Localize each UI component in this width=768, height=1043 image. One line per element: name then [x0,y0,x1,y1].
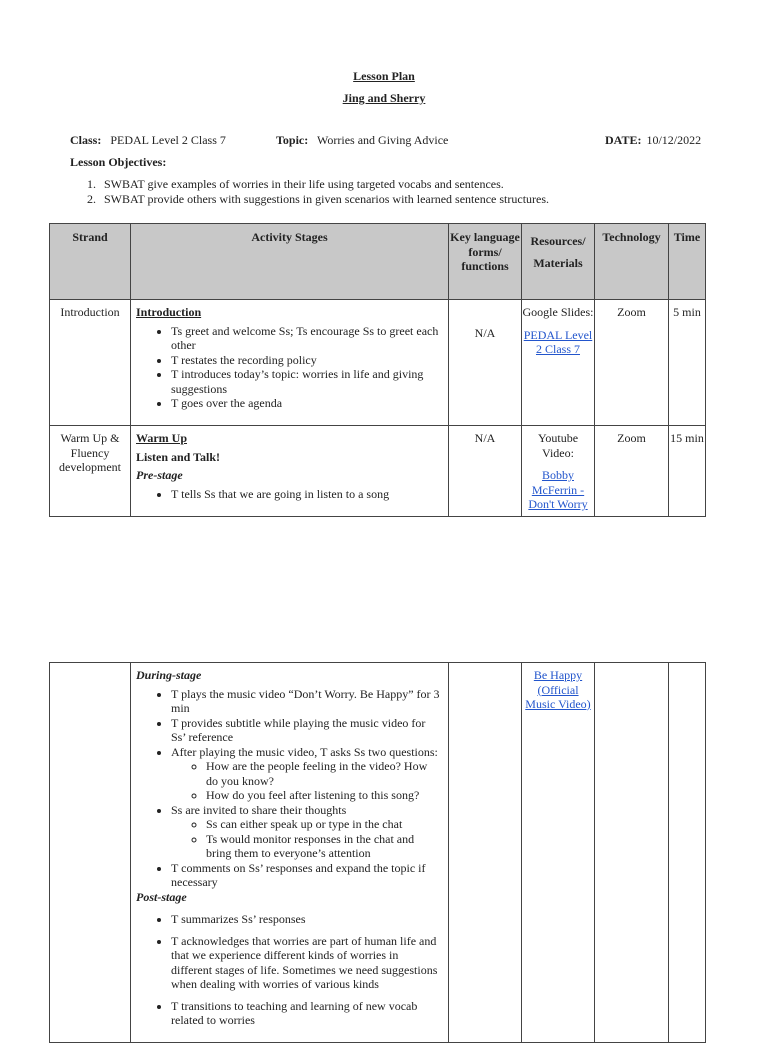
activity-cell [131,300,449,426]
list-item: • T summarizes Ss’ responses [171,912,442,927]
header-activity: Activity Stages [131,224,449,300]
date-label: DATE: [605,133,642,147]
resources-cell [522,300,595,426]
list-item: ◦ Ts would monitor responses in the chat and bring them to everyone’s attention [206,832,442,861]
strand-cell: Warm Up & Fluency development [50,426,131,517]
key-language-cell: N/A [449,426,522,517]
header-strand: Strand [50,224,131,300]
list-item: ◦ Ss can either speak up or type in the chat [206,817,442,832]
topic-label: Topic: [276,133,309,147]
list-item: • T tells Ss that we are going in listen to a song [171,487,442,502]
list-item: ◦ How are the people feeling in the video? How do you know? [206,759,442,788]
resources-cell [522,426,595,517]
list-item: • T acknowledges that worries are part of human life and that we experience different kinds of worries in different stages of life. Sometimes we need suggestions when dealing with worries of various kinds [171,934,442,992]
header-key-language: Key language forms/ functions [449,224,522,300]
list-item: • Ss are invited to share their thoughts ◦ Ss can either speak up or type in the chat ◦ Ts would monitor responses in the chat and bring them to everyone’s attention [171,803,442,861]
lesson-table-continued [49,662,706,1043]
time-cell: 5 min [669,300,706,426]
activity-heading: Introduction [136,305,202,319]
date-value: 10/12/2022 [646,133,702,147]
table-header-row [50,224,706,300]
activity-subheading: Listen and Talk! [136,449,221,464]
list-item: • T provides subtitle while playing the music video for Ss’ reference [171,716,442,745]
strand-cell: Introduction [50,300,131,426]
time-cell: 15 min [669,426,706,517]
class-info [70,133,226,148]
time-cell [669,663,706,1043]
stage-label: Pre-stage [136,468,183,482]
activity-bullets [136,912,442,1028]
list-item: • T transitions to teaching and learning of new vocab related to worries [171,999,442,1028]
objectives-list [70,177,549,207]
list-item: • T introduces today’s topic: worries in life and giving suggestions [171,367,442,396]
date-info [605,133,701,148]
list-item: • After playing the music video, T asks Ss two questions: ◦ How are the people feeling in the video? How do you know? ◦ How do you feel after listening to this song? [171,745,442,803]
list-item: • Ts greet and welcome Ss; Ts encourage Ss to greet each other [171,324,442,353]
objective-item: 1. SWBAT give examples of worries in their life using targeted vocabs and sentences. [87,177,504,191]
key-language-cell [449,663,522,1043]
objectives-label: Lesson Objectives: [70,155,167,169]
list-item: • T goes over the agenda [171,396,442,411]
key-language-cell: N/A [449,300,522,426]
resource-label: Google Slides: [522,305,594,319]
objective-item: 2. SWBAT provide others with suggestions in given scenarios with learned sentence structures. [87,192,550,206]
resource-label: Youtube Video: [537,431,579,460]
resources-cell [522,663,595,1043]
table-row [50,300,706,426]
topic-value: Worries and Giving Advice [317,133,449,147]
list-item: • T comments on Ss’ responses and expand the topic if necessary [171,861,442,890]
header-resources: Resources/ Materials [522,224,595,300]
topic-info [276,133,448,148]
class-value: PEDAL Level 2 Class 7 [110,133,226,147]
document-authors: Jing and Sherry [342,91,426,105]
technology-cell [595,663,669,1043]
activity-bullets [136,324,442,411]
class-label: Class: [70,133,102,147]
activity-bullets [136,687,442,890]
technology-cell: Zoom [595,300,669,426]
resource-link[interactable]: PEDAL Level 2 Class 7 [523,327,593,356]
lesson-table [49,223,706,517]
list-item: • T plays the music video “Don’t Worry. Be Happy” for 3 min [171,687,442,716]
list-item: • T restates the recording policy [171,353,442,368]
table-row [50,663,706,1043]
activity-cell [131,663,449,1043]
stage-label: Post-stage [136,889,187,904]
technology-cell: Zoom [595,426,669,517]
header-time: Time [669,224,706,300]
stage-label: During-stage [136,668,202,682]
resource-link[interactable]: Be Happy (Official Music Video) [525,668,591,711]
activity-heading: Warm Up [136,431,187,445]
header-technology: Technology [595,224,669,300]
strand-cell [50,663,131,1043]
activity-cell [131,426,449,517]
activity-bullets [136,487,442,502]
list-item: ◦ How do you feel after listening to this song? [206,788,442,803]
resource-link[interactable]: Bobby McFerrin - Don't Worry [528,468,588,511]
table-row [50,426,706,517]
document-title: Lesson Plan [353,69,415,83]
